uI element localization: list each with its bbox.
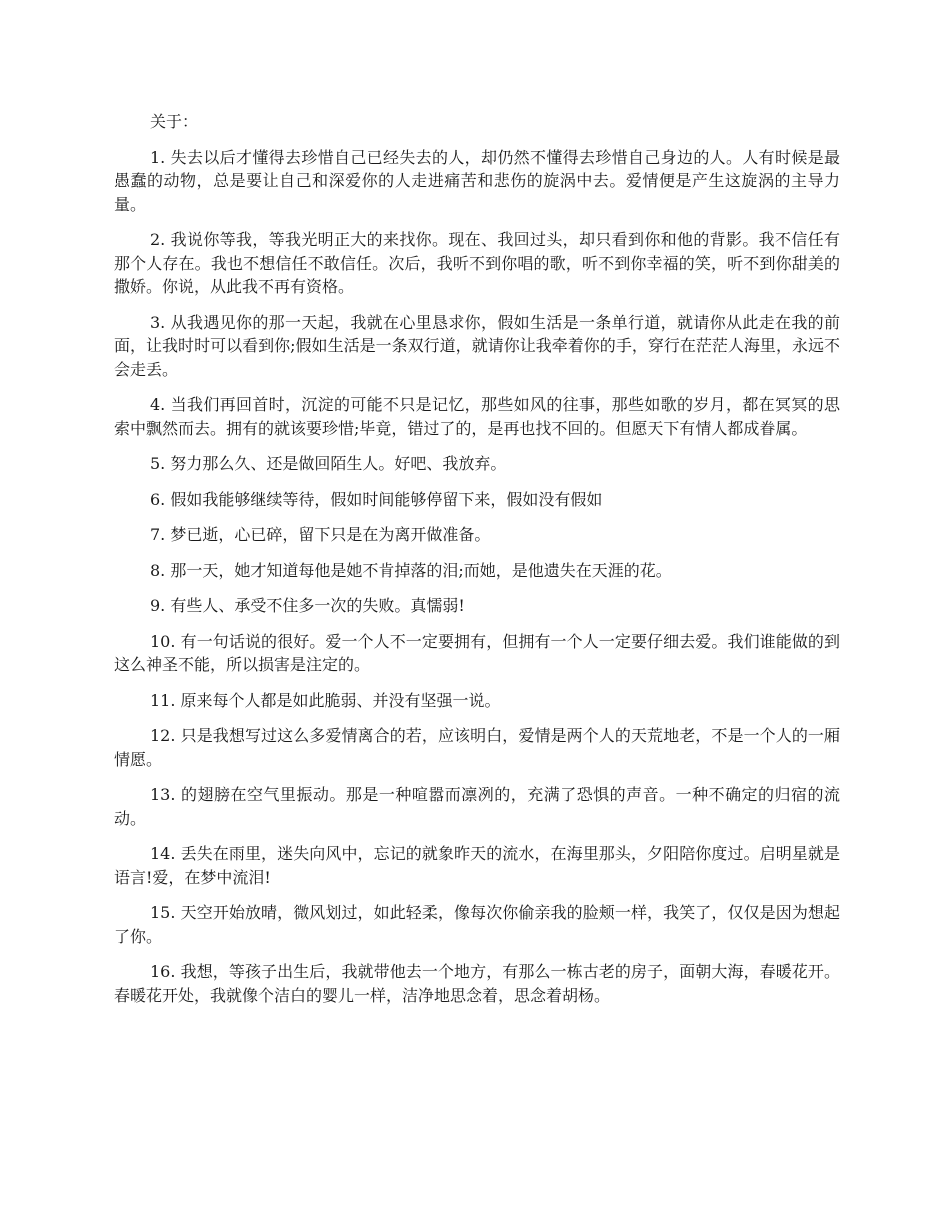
paragraph-13: 13. 的翅膀在空气里振动。那是一种喧嚣而凛冽的，充满了恐惧的声音。一种不确定的归宿的流动。 — [114, 785, 840, 828]
paragraph-7: 7. 梦已逝，心已碎，留下只是在为离开做准备。 — [150, 525, 491, 544]
paragraph-9: 9. 有些人、承受不住多一次的失败。真懦弱! — [150, 596, 465, 615]
paragraph-15: 15. 天空开始放晴，微风划过，如此轻柔，像每次你偷亲我的脸颊一样，我笑了，仅仅是因为想起了你。 — [114, 903, 840, 946]
paragraph-1: 1. 失去以后才懂得去珍惜自己已经失去的人，却仍然不懂得去珍惜自己身边的人。人有时候是最愚蠢的动物，总是要让自己和深爱你的人走进痛苦和悲伤的旋涡中去。爱情便是产生这旋涡的主导力量。 — [114, 147, 840, 214]
paragraph-2: 2. 我说你等我，等我光明正大的来找你。现在、我回过头，却只看到你和他的背影。我不信任有那个人存在。我也不想信任不敢信任。次后，我听不到你唱的歌，听不到你幸福的笑，听不到你甜美的撒娇。你说，从此我不再有资格。 — [114, 230, 840, 296]
paragraph-11: 11. 原来每个人都是如此脆弱、并没有坚强一说。 — [150, 690, 501, 710]
paragraph-4: 4. 当我们再回首时，沉淀的可能不只是记忆，那些如风的往事，那些如歌的岁月，都在冥冥的思索中飘然而去。拥有的就该要珍惜;毕竟，错过了的，是再也找不回的。但愿天下有情人都成眷属。 — [114, 395, 840, 438]
paragraph-5: 5. 努力那么久、还是做回陌生人。好吧、我放弃。 — [150, 454, 507, 473]
paragraph-10: 10. 有一句话说的很好。爱一个人不一定要拥有，但拥有一个人一定要仔细去爱。我们谁能做的到这么神圣不能，所以损害是注定的。 — [114, 631, 840, 674]
paragraph-12: 12. 只是我想写过这么多爱情离合的若，应该明白，爱情是两个人的天荒地老，不是一个人的一厢情愿。 — [114, 726, 840, 769]
paragraph-8: 8. 那一天，她才知道每他是她不肯掉落的泪;而她，是他遗失在天涯的花。 — [150, 560, 672, 580]
paragraph-6: 6. 假如我能够继续等待，假如时间能够停留下来，假如没有假如 — [150, 489, 603, 509]
paragraph-16: 16. 我想，等孩子出生后，我就带他去一个地方，有那么一栋古老的房子，面朝大海，春暖花开。春暖花开处，我就像个洁白的婴儿一样，洁净地思念着，思念着胡杨。 — [114, 962, 840, 1005]
document-heading: 关于： — [150, 112, 199, 131]
document-body — [114, 110, 840, 1019]
paragraph-3: 3. 从我遇见你的那一天起，我就在心里恳求你，假如生活是一条单行道，就请你从此走在我的前面，让我时时可以看到你;假如生活是一条双行道，就请你让我牵着你的手，穿行在茫茫人海里，永远不会走丢。 — [114, 312, 840, 379]
paragraph-14: 14. 丢失在雨里，迷失向风中，忘记的就象昨天的流水，在海里那头，夕阳陪你度过。启明星就是语言!爱，在梦中流泪! — [114, 844, 840, 887]
